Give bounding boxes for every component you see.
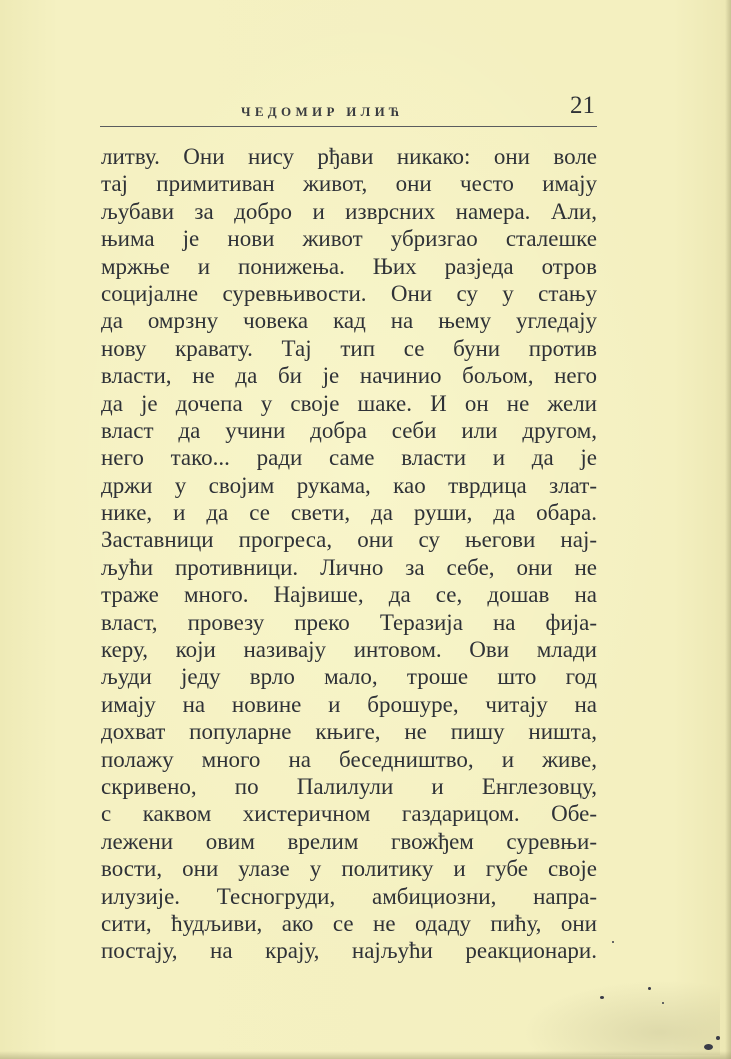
ink-speck xyxy=(648,987,651,990)
text-line: вости, они улазе у политику и губе своје xyxy=(101,856,597,882)
text-line: мржње и понижења. Њих разједа отров xyxy=(101,253,597,279)
ink-speck xyxy=(716,1036,720,1040)
text-line: литву. Они нису рђави никако: они воле xyxy=(101,144,597,169)
text-line: лежени овим врелим гвожђем суревњи- xyxy=(101,828,597,854)
text-line: с каквом хистеричном газдарицом. Обе- xyxy=(101,801,597,827)
page-edge-shadow-right xyxy=(725,0,731,1059)
text-line: љубави за добро и изврсних намера. Али, xyxy=(101,198,597,224)
text-line: керу, који називају интовом. Ови млади xyxy=(101,637,597,663)
text-line: тај примитиван живот, они често имају xyxy=(101,171,597,197)
ink-speck xyxy=(662,1002,664,1004)
text-line: имају на новине и брошуре, читају на xyxy=(101,691,597,717)
text-line: њима је нови живот убризгао сталешке xyxy=(101,226,597,252)
text-line: сити, ћудљиви, ако се не одаду пићу, они xyxy=(101,910,597,936)
text-line: илузије. Тесногруди, амбициозни, напра- xyxy=(101,883,597,909)
text-line: нову кравату. Тај тип се буни против xyxy=(101,335,597,361)
text-line: постају, на крају, најљући реакционари. xyxy=(101,938,597,964)
text-line: Заставници прогреса, они су његови нај- xyxy=(101,527,597,553)
text-line: полажу много на беседништво, и живе, xyxy=(101,746,597,772)
page-header xyxy=(101,92,597,124)
ink-speck xyxy=(600,996,604,999)
text-line: него тако... ради саме власти и да је xyxy=(101,445,597,471)
text-line: љући противници. Лично за себе, они не xyxy=(101,554,597,580)
header-rule xyxy=(100,126,597,127)
text-line: скривено, по Палилули и Енглезовцу, xyxy=(101,773,597,799)
ink-speck xyxy=(612,941,614,943)
text-line: власт да учини добра себи или другом, xyxy=(101,417,597,443)
paper-stain xyxy=(520,980,720,1055)
page-number: 21 xyxy=(570,92,595,119)
body-text xyxy=(101,143,597,965)
text-line: дохват популарне књиге, не пишу ништа, xyxy=(101,719,597,745)
text-line: држи у својим рукама, као тврдица злат- xyxy=(101,472,597,498)
ink-speck xyxy=(704,1044,713,1050)
text-line: траже много. Највише, да се, дошав на xyxy=(101,582,597,608)
text-line: власт, провезу преко Теразија на фија- xyxy=(101,609,597,635)
text-line: људи једу врло мало, троше што год xyxy=(101,664,597,690)
text-line: да је дочепа у своје шаке. И он не жели xyxy=(101,390,597,416)
text-line: власти, не да би је начинио бољом, него xyxy=(101,363,597,389)
text-line: да омрзну човека кад на њему угледају xyxy=(101,308,597,334)
text-line: нике, и да се свети, да руши, да обара. xyxy=(101,500,597,526)
text-line: социјалне суревњивости. Они су у стању xyxy=(101,280,597,306)
running-head: ЧЕДОМИР ИЛИЋ xyxy=(241,104,404,119)
